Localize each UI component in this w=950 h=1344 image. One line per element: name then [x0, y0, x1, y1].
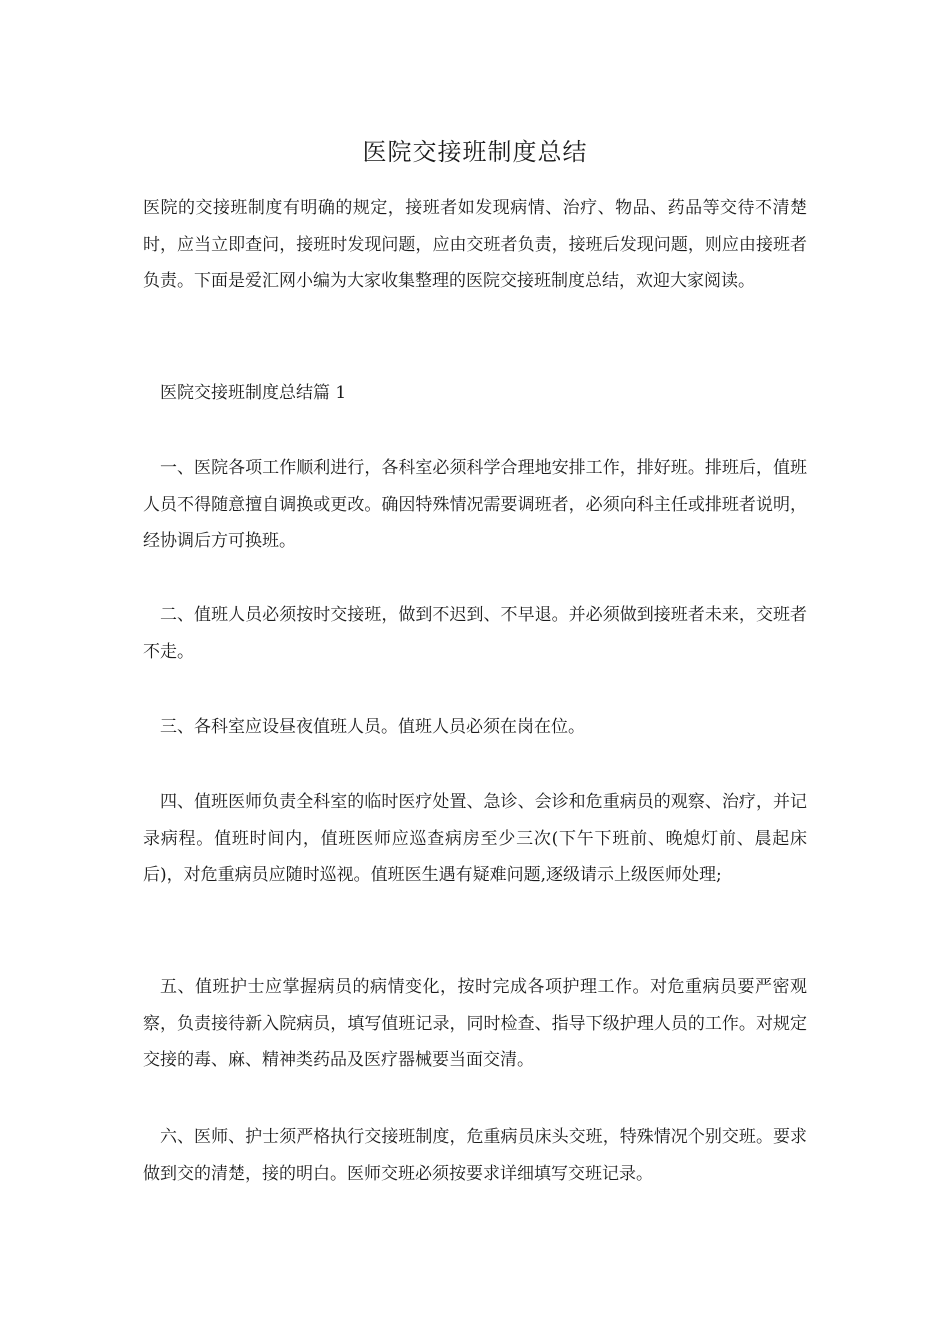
list-item: 四、值班医师负责全科室的临时医疗处置、急诊、会诊和危重病员的观察、治疗，并记录病程。值班时间内，值班医师应巡查病房至少三次(下午下班前、晚熄灯前、晨起床后)，对危重病员应随时巡视。值班医生遇有疑难问题,逐级请示上级医师处理;	[143, 792, 807, 885]
list-item: 一、医院各项工作顺利进行，各科室必须科学合理地安排工作，排好班。排班后，值班人员不得随意擅自调换或更改。确因特殊情况需要调班者，必须向科主任或排班者说明，经协调后方可换班。	[143, 458, 807, 551]
list-item: 六、医师、护士须严格执行交接班制度，危重病员床头交班，特殊情况个别交班。要求做到交的清楚，接的明白。医师交班必须按要求详细填写交班记录。	[143, 1127, 807, 1184]
section-heading: 医院交接班制度总结篇 1	[160, 383, 347, 403]
list-item: 三、各科室应设昼夜值班人员。值班人员必须在岗在位。	[160, 717, 585, 737]
list-item: 五、值班护士应掌握病员的病情变化，按时完成各项护理工作。对危重病员要严密观察，负责接待新入院病员，填写值班记录，同时检查、指导下级护理人员的工作。对规定交接的毒、麻、精神类药品及医疗器械要当面交清。	[143, 977, 807, 1070]
list-item: 二、值班人员必须按时交接班，做到不迟到、不早退。并必须做到接班者未来，交班者不走。	[143, 605, 807, 662]
document-title: 医院交接班制度总结	[362, 138, 588, 166]
intro-paragraph: 医院的交接班制度有明确的规定，接班者如发现病情、治疗、物品、药品等交待不清楚时，应当立即查问，接班时发现问题，应由交班者负责，接班后发现问题，则应由接班者负责。下面是爱汇网小编为大家收集整理的医院交接班制度总结，欢迎大家阅读。	[143, 198, 807, 291]
